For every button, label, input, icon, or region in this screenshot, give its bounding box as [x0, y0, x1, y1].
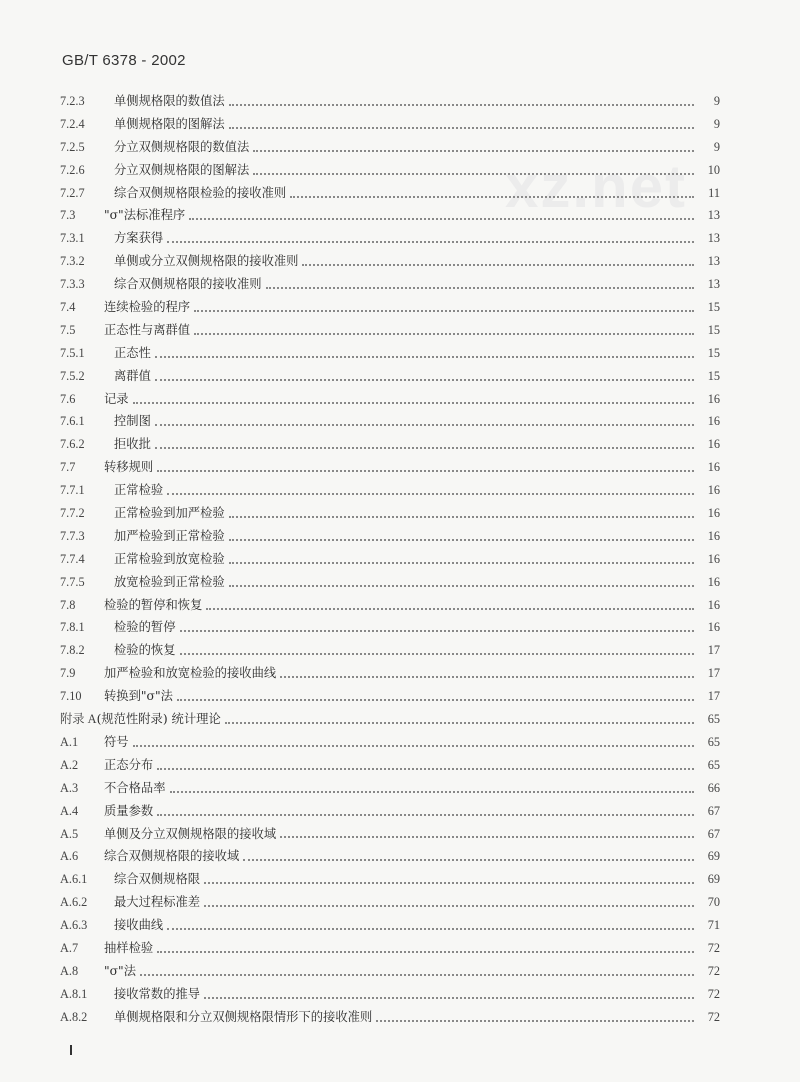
toc-entry[interactable]: [60, 159, 720, 182]
toc-entry-page: 69: [707, 872, 720, 887]
toc-entry-page: 72: [707, 1009, 720, 1024]
toc-leader-dots: [157, 767, 694, 770]
toc-entry-number: A.1: [60, 734, 79, 749]
toc-entry-title: 质量参数: [104, 803, 154, 818]
toc-entry-title: 综合双侧规格限: [114, 872, 201, 887]
toc-leader-dots: [133, 401, 694, 404]
toc-entry-number: 7.2.7: [60, 185, 85, 200]
toc-entry[interactable]: [60, 616, 720, 639]
toc-leader-dots: [266, 286, 694, 289]
toc-entry-page: 72: [707, 986, 720, 1001]
standard-header: GB/T 6378 - 2002: [62, 52, 186, 69]
toc-leader-dots: [229, 515, 694, 518]
toc-leader-dots: [229, 103, 694, 106]
toc-entry-title: 加严检验和放宽检验的接收曲线: [104, 666, 277, 681]
toc-entry-title: 单侧或分立双侧规格限的接收准则: [114, 254, 299, 269]
toc-entry[interactable]: [60, 456, 720, 479]
toc-entry-title: 检验的暂停和恢复: [104, 597, 203, 612]
toc-entry-page: 72: [707, 963, 720, 978]
toc-entry-page: 13: [707, 277, 720, 292]
toc-entry-page: 11: [708, 185, 720, 200]
toc-entry-page: 16: [707, 460, 720, 475]
toc-entry[interactable]: [60, 1006, 720, 1029]
toc-entry-title: 离群值: [114, 368, 151, 383]
toc-entry-number: 7.7: [60, 460, 76, 475]
toc-entry-number: A.6.1: [60, 872, 88, 887]
toc-entry-page: 72: [707, 940, 720, 955]
toc-entry-number: 7.7.5: [60, 574, 85, 589]
toc-entry-title: 检验的恢复: [114, 643, 176, 658]
toc-leader-dots: [290, 195, 694, 198]
toc-entry-number: 7.5.1: [60, 345, 85, 360]
toc-entry-title: 控制图: [114, 414, 151, 429]
toc-leader-dots: [167, 240, 694, 243]
toc-entry[interactable]: [60, 227, 720, 250]
toc-entry[interactable]: [60, 90, 720, 113]
toc-entry-number: 7.7.3: [60, 528, 85, 543]
toc-entry[interactable]: [60, 525, 720, 548]
toc-entry[interactable]: [60, 754, 720, 777]
toc-entry-page: 65: [707, 712, 720, 727]
toc-entry-page: 67: [707, 826, 720, 841]
toc-entry-page: 16: [707, 597, 720, 612]
toc-entry-number: 7.3.1: [60, 231, 85, 246]
toc-entry-title: 正态性与离群值: [104, 322, 191, 337]
toc-entry-title: 分立双侧规格限的图解法: [114, 162, 250, 177]
watermark: xz.net: [505, 153, 688, 220]
toc-entry-number: 7.7.2: [60, 506, 85, 521]
toc-entry[interactable]: [60, 273, 720, 296]
toc-entry-title: 检验的暂停: [114, 620, 176, 635]
toc-leader-dots: [229, 561, 694, 564]
toc-entry-number: A.8.1: [60, 986, 88, 1001]
toc-entry[interactable]: [60, 639, 720, 662]
toc-entry-page: 69: [707, 849, 720, 864]
toc-entry[interactable]: [60, 182, 720, 205]
toc-entry-number: 7.2.3: [60, 94, 85, 108]
toc-entry-number: 7.6.2: [60, 437, 85, 452]
toc-entry-number: 7.2.5: [60, 139, 85, 154]
toc-entry-title: 转换到"σ"法: [104, 689, 173, 704]
toc-entry-title: 放宽检验到正常检验: [114, 574, 225, 589]
toc-entry-number: A.6.2: [60, 895, 88, 910]
toc-entry[interactable]: [60, 983, 720, 1006]
toc-entry-page: 65: [707, 757, 720, 772]
toc-leader-dots: [194, 309, 694, 312]
toc-entry[interactable]: [60, 845, 720, 868]
toc-entry[interactable]: [60, 342, 720, 365]
toc-entry-page: 16: [707, 620, 720, 635]
toc-entry-page: 17: [707, 689, 720, 704]
toc-entry-number: 7.5.2: [60, 368, 85, 383]
toc-entry-number: A.3: [60, 780, 79, 795]
toc-entry-number: A.8: [60, 963, 79, 978]
toc-entry[interactable]: [60, 868, 720, 891]
toc-entry[interactable]: [60, 548, 720, 571]
toc-entry[interactable]: [60, 937, 720, 960]
toc-leader-dots: [204, 881, 694, 884]
toc-entry[interactable]: [60, 800, 720, 823]
toc-entry[interactable]: [60, 113, 720, 136]
toc-entry-page: 16: [707, 506, 720, 521]
toc-entry-page: 15: [707, 368, 720, 383]
toc-entry-page: 66: [707, 780, 720, 795]
toc-entry-title: 不合格品率: [104, 780, 166, 795]
toc-entry-title: 连续检验的程序: [104, 300, 191, 315]
toc-entry-page: 16: [707, 574, 720, 589]
toc-leader-dots: [155, 355, 694, 358]
toc-leader-dots: [204, 996, 694, 999]
toc-entry-page: 65: [707, 734, 720, 749]
toc-entry-title: (规范性附录) 统计理论: [96, 712, 221, 727]
toc-leader-dots: [280, 675, 694, 678]
toc-entry[interactable]: [60, 891, 720, 914]
toc-entry-number: 7.2.6: [60, 162, 85, 177]
toc-entry-title: 加严检验到正常检验: [114, 528, 225, 543]
toc-entry-number: 7.6.1: [60, 414, 85, 429]
toc-entry-number: A.2: [60, 757, 79, 772]
toc-entry[interactable]: [60, 250, 720, 273]
toc-entry-title: 单侧规格限的数值法: [114, 94, 225, 108]
toc-entry-title: 方案获得: [114, 231, 164, 246]
toc-entry-title: 正常检验: [114, 483, 164, 498]
toc-entry-title: 拒收批: [114, 437, 151, 452]
toc-entry-page: 13: [707, 208, 720, 223]
toc-leader-dots: [180, 652, 695, 655]
toc-leader-dots: [189, 217, 694, 220]
toc-entry-title: 正态性: [114, 345, 151, 360]
toc-entry[interactable]: [60, 204, 720, 227]
toc-leader-dots: [140, 973, 694, 976]
toc-entry-page: 13: [707, 254, 720, 269]
toc-entry[interactable]: [60, 685, 720, 708]
toc-leader-dots: [157, 469, 694, 472]
toc-entry-number: 7.2.4: [60, 116, 85, 131]
toc-entry-title: "σ"法: [104, 963, 137, 978]
toc-entry-number: 7.6: [60, 391, 76, 406]
toc-leader-dots: [253, 172, 694, 175]
toc-leader-dots: [167, 492, 694, 495]
toc-entry-title: 抽样检验: [104, 940, 154, 955]
toc-entry-number: 7.9: [60, 666, 76, 681]
toc-leader-dots: [177, 698, 694, 701]
toc-entry-number: 7.4: [60, 300, 76, 315]
toc-entry[interactable]: [60, 365, 720, 388]
toc-leader-dots: [243, 858, 694, 861]
toc-leader-dots: [302, 263, 694, 266]
toc-entry-page: 9: [713, 116, 720, 131]
toc-entry-title: 正常检验到加严检验: [114, 506, 225, 521]
toc-entry-number: 7.3: [60, 208, 76, 223]
toc-entry-title: 综合双侧规格限检验的接收准则: [114, 185, 287, 200]
toc-entry[interactable]: [60, 502, 720, 525]
toc-leader-dots: [376, 1019, 694, 1022]
toc-entry[interactable]: [60, 731, 720, 754]
toc-entry[interactable]: [60, 960, 720, 983]
toc-entry-title: "σ"法标准程序: [104, 208, 186, 223]
toc-entry[interactable]: [60, 823, 720, 846]
toc-entry-number: 7.8: [60, 597, 76, 612]
toc-entry-page: 16: [707, 391, 720, 406]
toc-entry-number: 7.3.3: [60, 277, 85, 292]
toc-entry-number: A.6.3: [60, 918, 88, 933]
toc-leader-dots: [253, 149, 694, 152]
toc-leader-dots: [133, 744, 694, 747]
toc-leader-dots: [204, 904, 694, 907]
toc-entry-number: 7.7.1: [60, 483, 85, 498]
toc-entry-page: 13: [707, 231, 720, 246]
toc-entry-title: 综合双侧规格限的接收域: [104, 849, 240, 864]
toc-entry[interactable]: [60, 136, 720, 159]
toc-entry[interactable]: [60, 777, 720, 800]
toc-leader-dots: [155, 378, 694, 381]
toc-entry-number: A.7: [60, 940, 79, 955]
toc-entry-page: 16: [707, 551, 720, 566]
toc-entry[interactable]: [60, 319, 720, 342]
toc-entry-number: A.4: [60, 803, 79, 818]
toc-entry[interactable]: [60, 571, 720, 594]
table-of-contents: [60, 90, 720, 1029]
toc-entry-number: 7.5: [60, 322, 76, 337]
toc-entry-title: 记录: [104, 391, 129, 406]
toc-leader-dots: [194, 332, 694, 335]
toc-entry-title: 转移规则: [104, 460, 154, 475]
toc-entry-title: 接收曲线: [114, 918, 164, 933]
toc-entry[interactable]: [60, 410, 720, 433]
toc-leader-dots: [155, 423, 694, 426]
toc-entry[interactable]: [60, 388, 720, 411]
toc-entry[interactable]: [60, 662, 720, 685]
toc-entry-page: 10: [707, 162, 720, 177]
toc-entry[interactable]: [60, 594, 720, 617]
toc-entry-number: A.8.2: [60, 1009, 88, 1024]
page-edge-mark: [70, 1045, 72, 1055]
toc-entry-number: 7.10: [60, 689, 82, 704]
toc-entry-page: 15: [707, 300, 720, 315]
toc-entry-title: 最大过程标准差: [114, 895, 201, 910]
toc-entry-number: A.6: [60, 849, 79, 864]
toc-entry-title: 正态分布: [104, 757, 154, 772]
toc-entry[interactable]: [60, 433, 720, 456]
toc-entry-title: 单侧及分立双侧规格限的接收域: [104, 826, 277, 841]
toc-entry-page: 67: [707, 803, 720, 818]
toc-entry-number: A.5: [60, 826, 79, 841]
toc-entry-title: 符号: [104, 734, 129, 749]
toc-leader-dots: [229, 584, 694, 587]
toc-leader-dots: [180, 629, 695, 632]
toc-entry-page: 9: [713, 94, 720, 108]
toc-entry-page: 15: [707, 322, 720, 337]
toc-leader-dots: [155, 446, 694, 449]
toc-leader-dots: [280, 835, 694, 838]
toc-entry-title: 分立双侧规格限的数值法: [114, 139, 250, 154]
toc-entry-title: 综合双侧规格限的接收准则: [114, 277, 262, 292]
toc-leader-dots: [157, 950, 694, 953]
toc-entry-page: 9: [713, 139, 720, 154]
toc-entry-page: 15: [707, 345, 720, 360]
toc-entry-number: 7.8.2: [60, 643, 85, 658]
toc-entry[interactable]: [60, 708, 720, 731]
toc-leader-dots: [229, 126, 694, 129]
toc-entry-number: 附录 A: [60, 712, 97, 727]
toc-leader-dots: [225, 721, 694, 724]
toc-entry-title: 正常检验到放宽检验: [114, 551, 225, 566]
toc-entry-page: 17: [707, 643, 720, 658]
toc-entry-page: 70: [707, 895, 720, 910]
toc-leader-dots: [157, 813, 694, 816]
toc-entry-title: 单侧规格限的图解法: [114, 116, 225, 131]
toc-entry-page: 16: [707, 414, 720, 429]
toc-entry-number: 7.8.1: [60, 620, 85, 635]
toc-leader-dots: [229, 538, 694, 541]
toc-entry-title: 接收常数的推导: [114, 986, 201, 1001]
toc-entry[interactable]: [60, 296, 720, 319]
toc-entry-title: 单侧规格限和分立双侧规格限情形下的接收准则: [114, 1009, 373, 1024]
toc-entry-number: 7.3.2: [60, 254, 85, 269]
toc-leader-dots: [206, 607, 694, 610]
toc-entry-page: 16: [707, 483, 720, 498]
toc-entry-page: 16: [707, 437, 720, 452]
toc-entry[interactable]: [60, 479, 720, 502]
toc-entry-page: 71: [707, 918, 720, 933]
toc-entry[interactable]: [60, 914, 720, 937]
toc-entry-number: 7.7.4: [60, 551, 85, 566]
toc-leader-dots: [170, 790, 695, 793]
toc-leader-dots: [167, 927, 694, 930]
toc-entry-page: 16: [707, 528, 720, 543]
toc-entry-page: 17: [707, 666, 720, 681]
